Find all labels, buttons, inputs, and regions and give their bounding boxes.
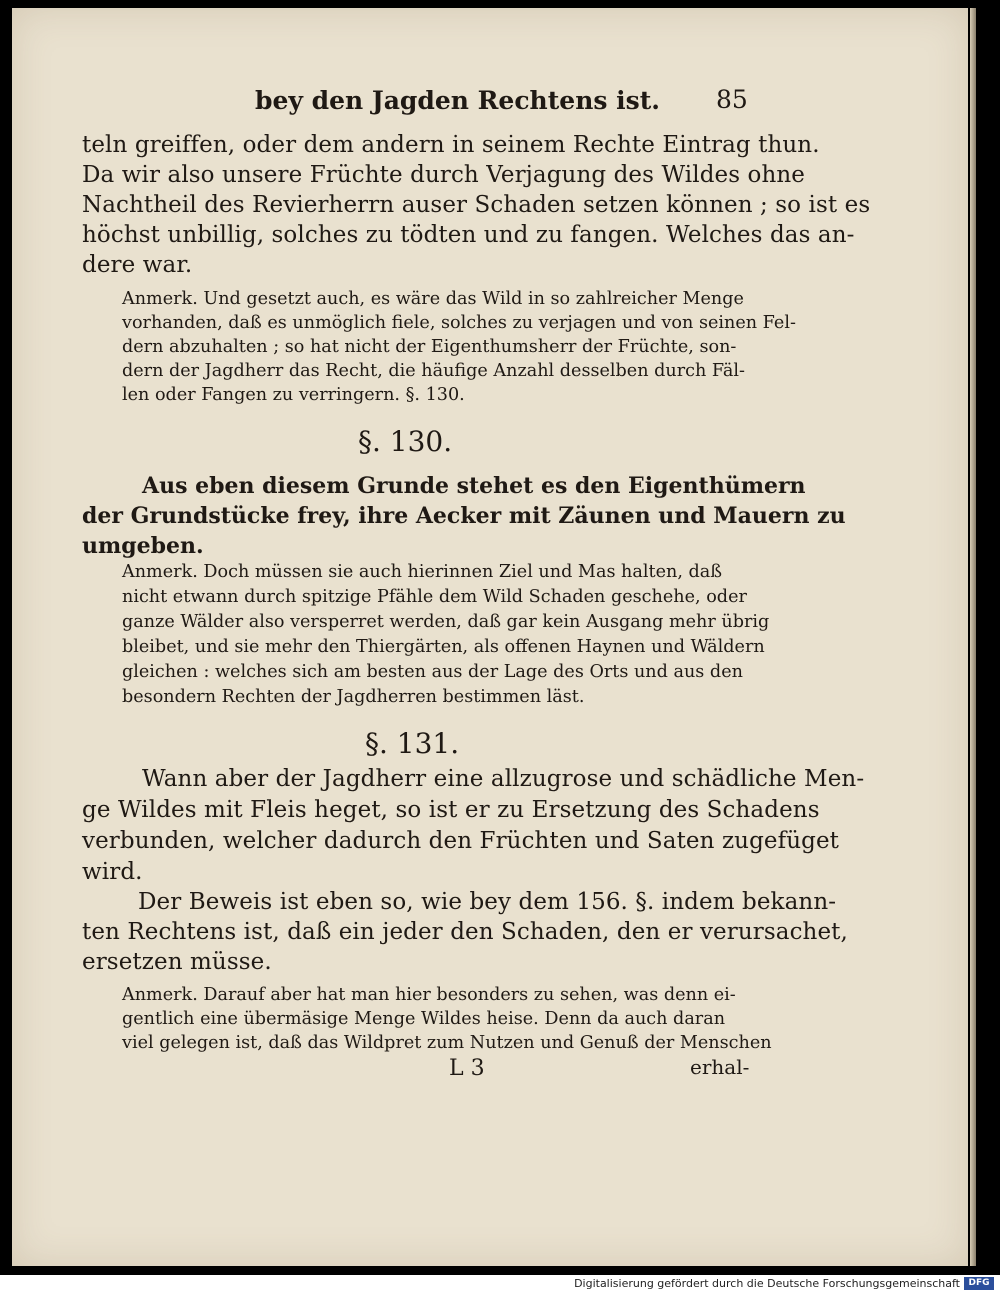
- page-number: 85: [716, 85, 748, 114]
- footer-bar: [0, 1275, 1000, 1293]
- section-heading: §. 130.: [358, 425, 453, 458]
- section-heading: §. 131.: [365, 727, 460, 760]
- annotation-line: Anmerk. Doch müssen sie auch hierinnen Ziel und Mas halten, daß: [122, 562, 723, 582]
- annotation-line: gleichen : welches sich am besten aus der Lage des Orts und aus den: [122, 662, 743, 682]
- thesis-line: umgeben.: [82, 533, 204, 559]
- thesis-line: der Grundstücke frey, ihre Aecker mit Zäunen und Mauern zu: [82, 503, 846, 529]
- annotation-line: nicht etwann durch spitzige Pfähle dem Wild Schaden geschehe, oder: [122, 587, 747, 607]
- annotation-line: dern der Jagdherr das Recht, die häufige Anzahl desselben durch Fäl-: [122, 361, 745, 381]
- page-edge: [970, 8, 976, 1266]
- annotation-line: viel gelegen ist, daß das Wildpret zum Nutzen und Genuß der Menschen: [122, 1033, 772, 1053]
- body-line: höchst unbillig, solches zu tödten und zu fangen. Welches das an-: [82, 222, 855, 248]
- thesis-line: Aus eben diesem Grunde stehet es den Eigenthümern: [142, 473, 806, 499]
- annotation-line: bleibet, und sie mehr den Thiergärten, als offenen Haynen und Wäldern: [122, 637, 765, 657]
- annotation-line: Anmerk. Und gesetzt auch, es wäre das Wild in so zahlreicher Menge: [122, 289, 744, 309]
- annotation-line: len oder Fangen zu verringern. §. 130.: [122, 385, 465, 405]
- body-line: teln greiffen, oder dem andern in seinem Rechte Eintrag thun.: [82, 132, 820, 158]
- catchword: erhal-: [690, 1055, 750, 1079]
- thesis-line: ge Wildes mit Fleis heget, so ist er zu Ersetzung des Schadens: [82, 797, 820, 823]
- body-line: Nachtheil des Revierherrn auser Schaden setzen können ; so ist es: [82, 192, 871, 218]
- signature-mark: L 3: [449, 1056, 485, 1081]
- body-line: dere war.: [82, 252, 193, 278]
- proof-line: ten Rechtens ist, daß ein jeder den Schaden, den er verursachet,: [82, 919, 848, 945]
- annotation-line: gentlich eine übermäsige Menge Wildes heise. Denn da auch daran: [122, 1009, 726, 1029]
- proof-line: ersetzen müsse.: [82, 949, 272, 975]
- body-line: Da wir also unsere Früchte durch Verjagung des Wildes ohne: [82, 162, 806, 188]
- annotation-line: dern abzuhalten ; so hat nicht der Eigenthumsherr der Früchte, son-: [122, 337, 737, 357]
- running-head: bey den Jagden Rechtens ist.: [255, 86, 660, 115]
- annotation-line: besondern Rechten der Jagdherren bestimmen läst.: [122, 687, 585, 707]
- annotation-line: Anmerk. Darauf aber hat man hier besonders zu sehen, was denn ei-: [122, 985, 736, 1005]
- footer-credit: Digitalisierung gefördert durch die Deutsche Forschungsgemeinschaft: [574, 1277, 960, 1290]
- thesis-line: verbunden, welcher dadurch den Früchten und Saten zugefüget: [82, 828, 840, 854]
- annotation-line: vorhanden, daß es unmöglich fiele, solches zu verjagen und von seinen Fel-: [122, 313, 796, 333]
- proof-line: Der Beweis ist eben so, wie bey dem 156. §. indem bekann-: [138, 889, 837, 915]
- thesis-line: Wann aber der Jagdherr eine allzugrose und schädliche Men-: [142, 766, 865, 792]
- dfg-logo: DFG: [964, 1277, 994, 1290]
- annotation-line: ganze Wälder also versperret werden, daß gar kein Ausgang mehr übrig: [122, 612, 770, 632]
- thesis-line: wird.: [82, 859, 143, 885]
